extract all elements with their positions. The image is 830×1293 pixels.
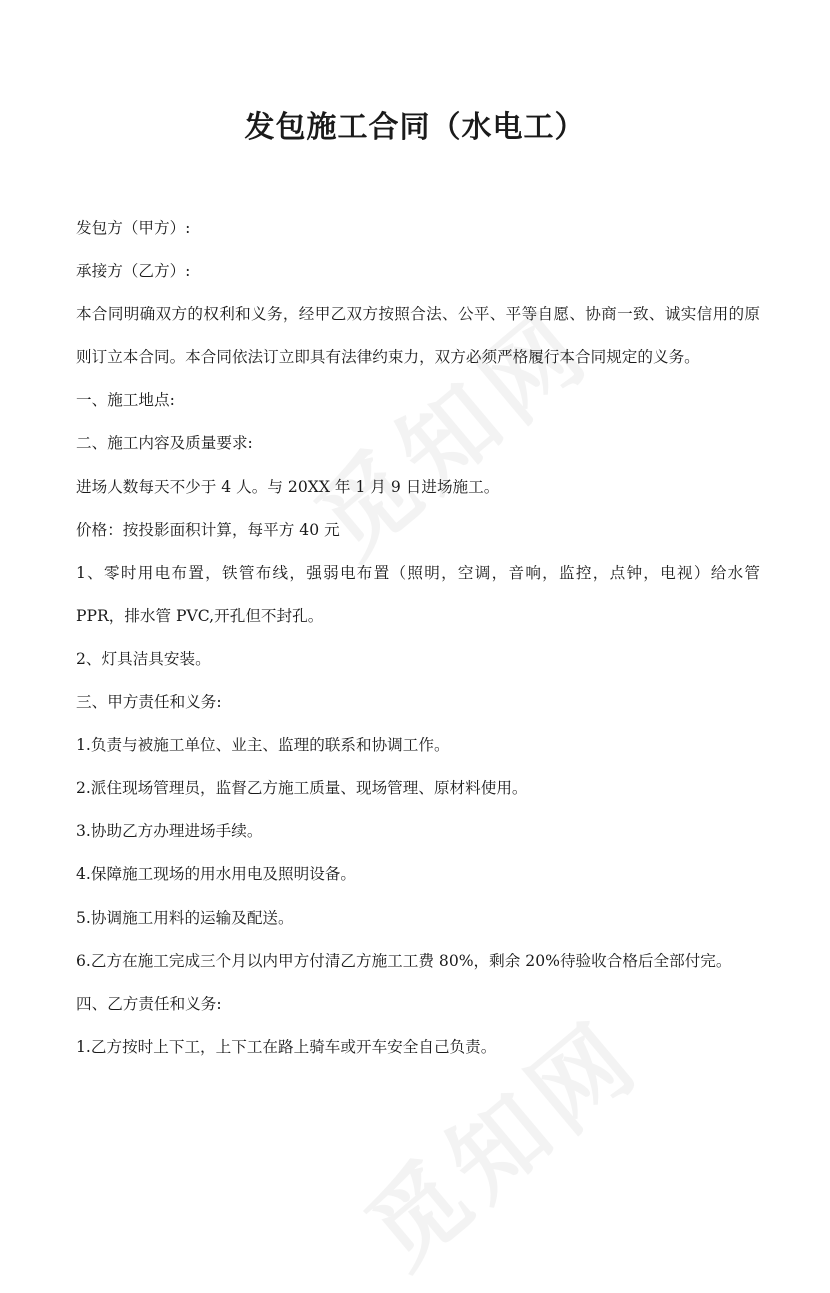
section-heading-content-quality: 二、施工内容及质量要求: [76, 434, 253, 453]
party-a-duty-6: 6.乙方在施工完成三个月以内甲方付清乙方施工工费 80%，剩余 20%待验收合格后全部付完。 [76, 951, 732, 970]
document-title: 发包施工合同（水电工） [244, 110, 586, 145]
document-body [76, 207, 760, 1069]
section-heading-location: 一、施工地点: [76, 391, 175, 410]
content-item-1: 1、零时用电布置，铁管布线，强弱电布置（照明，空调，音响，监控，点钟，电视）给水管 PPR，排水管 PVC,开孔但不封孔。 [76, 563, 760, 625]
content-item-2: 2、灯具洁具安装。 [76, 649, 211, 668]
party-a-duty-3: 3.协助乙方办理进场手续。 [76, 822, 263, 841]
party-b-duty-1: 1.乙方按时上下工，上下工在路上骑车或开车安全自己负责。 [76, 1037, 497, 1056]
party-b-line: 承接方（乙方）: [76, 262, 191, 281]
party-a-duty-5: 5.协调施工用料的运输及配送。 [76, 908, 294, 927]
section-heading-party-b-duties: 四、乙方责任和义务: [76, 994, 222, 1013]
party-a-line: 发包方（甲方）: [76, 219, 191, 237]
party-a-duty-2: 2.派住现场管理员，监督乙方施工质量、现场管理、原材料使用。 [76, 779, 528, 798]
party-a-duty-4: 4.保障施工现场的用水用电及照明设备。 [76, 865, 356, 884]
party-a-duty-1: 1.负责与被施工单位、业主、监理的联系和协调工作。 [76, 736, 450, 755]
workers-and-start-date: 进场人数每天不少于 4 人。与 20XX 年 1 月 9 日进场施工。 [76, 477, 500, 496]
preamble-paragraph: 本合同明确双方的权利和义务，经甲乙双方按照合法、公平、平等自愿、协商一致、诚实信用的原则订立本合同。本合同依法订立即具有法律约束力，双方必须严格履行本合同规定的义务。 [76, 305, 760, 367]
price-line: 价格：按投影面积计算，每平方 40 元 [76, 520, 340, 539]
section-heading-party-a-duties: 三、甲方责任和义务: [76, 693, 222, 712]
